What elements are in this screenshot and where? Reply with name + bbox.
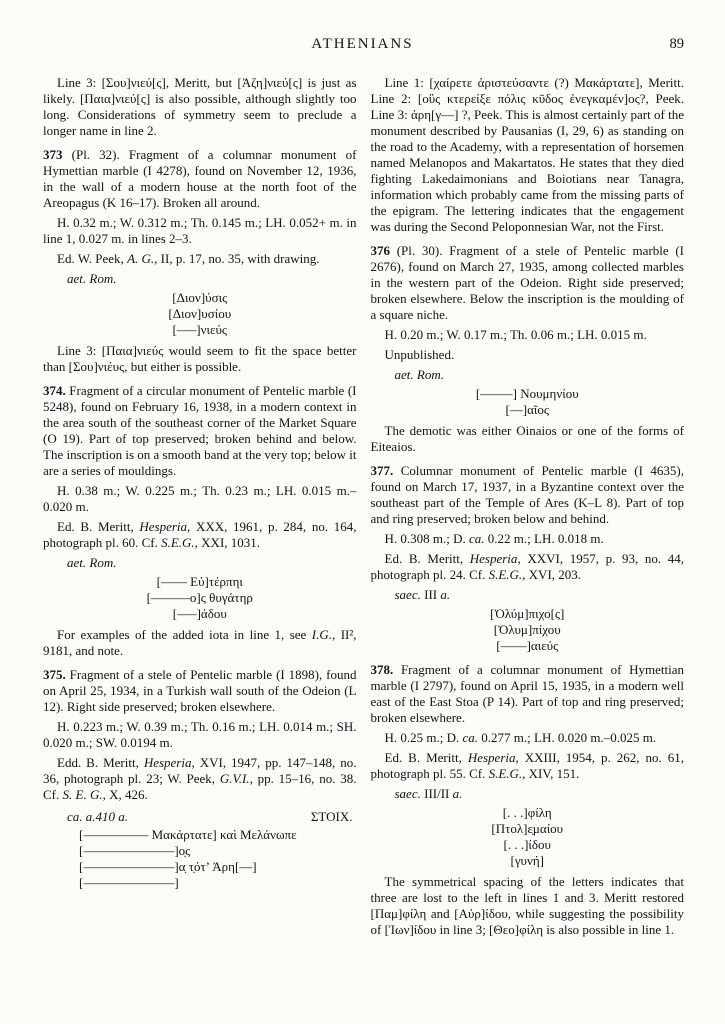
running-head: ATHENIANS [311,36,414,52]
two-column-layout [0,52,725,942]
catalog-entry-373: 373 (Pl. 32). Fragment of a columnar monument of Hymettian marble (I 4278), found on November 12, 1936, in the wall of a modern house at the north foot of the Areopagus (K 16–17). Broken all around. [43,147,357,210]
commentary-376: The demotic was either Oinaios or one of the forms of Eiteaios. [370,423,684,454]
inscription-line: [––]αῖος [505,402,550,417]
edition-377: Ed. B. Meritt, Hesperia, XXVI, 1957, p. 93, no. 44, photograph pl. 24. Cf. S.E.G., XVI, 203. [370,551,684,582]
inscription-line: [Πτολ]ε̣μαίου [491,821,564,836]
date-374: aet. Rom. [67,555,117,570]
inscription-line: [––––––––––––––] [79,875,179,890]
commentary-374: For examples of the added iota in line 1, see I.G., II², 9181, and note. [43,627,357,658]
catalog-entry-377: 377. Columnar monument of Pentelic marble (I 4635), found on March 17, 1937, in a Byzantine context over the southeast part of the Temple of Ares (K–L 8). Part of top and ring preserved; broken below and behind. [370,463,684,526]
date-373: aet. Rom. [67,271,117,286]
inscription-line: [––––]αιεύς [496,638,559,653]
inscription-line: [Ὀλυμ]πίχου [493,622,561,637]
publication-status-376: Unpublished. [384,347,455,362]
right-column [371,75,685,942]
paragraph-note: Line 3: [Σου]νιεύ[ς], Meritt, but [Ἀζη]νιεύ[ς] is just as likely. [Παια]νιεύ[ς] is also possible, although slightly too long. Considerations of symmetry seem to preclude a longer name in line 2. [43,75,357,138]
measurements-373: H. 0.32 m.; W. 0.312 m.; Th. 0.145 m.; LH. 0.052+ m. in line 1, 0.027 m. in lines 2–3. [43,215,357,246]
catalog-entry-374: 374. Fragment of a circular monument of Pentelic marble (I 5248), found on February 16, 1938, in a modern context in the area south of the southeast corner of the Market Square (O 19). Part of top preserved; broken behind and below. The inscription is on a smooth band at the very top; below it are a series of mouldings. [43,383,357,478]
page-header [0,0,725,52]
inscription-line: [––––––––––––––]α̣ τ̣ότ’ Ἀρη[––] [79,859,257,874]
measurements-374: H. 0.38 m.; W. 0.225 m.; Th. 0.23 m.; LH. 0.015 m.–0.020 m. [43,483,357,514]
inscription-line: [––––––ο]ς θυγάτηρ [146,590,253,605]
inscription-line: [γυνή] [510,853,544,868]
edition-375: Edd. B. Meritt, Hesperia, XVI, 1947, pp. 147–148, no. 36, photograph pl. 23; W. Peek, G.V.I., pp. 15–16, no. 38. Cf. S. E. G., X, 426. [43,755,357,802]
inscription-line: [–––––] Νουμηνίου [475,386,579,401]
date-378: saec. III/II a. [394,786,463,801]
inscription-375 [79,827,357,891]
inscription-373 [43,290,357,338]
measurements-376: H. 0.20 m.; W. 0.17 m.; Th. 0.06 m.; LH. 0.015 m. [384,327,647,342]
inscription-line: [Διον]υσίου [168,306,232,321]
inscription-line: [––––––––––––––]ο̣ς [79,843,191,858]
commentary-378: The symmetrical spacing of the letters indicates that three are lost to the left in lines 1 and 3. Meritt restored [Παμ]φίλη and [Αὐρ]ίδου, while suggesting the possibility of [Ἰων]ίδου in line 3; [Θεο]φίλη is also possible in line 1. [370,874,684,937]
inscription-377 [371,606,685,654]
inscription-line: [–––]άδου [172,606,227,621]
commentary-373: Line 3: [Παια]νιεύς would seem to fit the space better than [Σου]νιέυς, but either is possible. [43,343,357,374]
inscription-378 [371,805,685,869]
inscription-line: [. . .]ίδου [503,837,551,852]
edition-378: Ed. B. Meritt, Hesperia, XXIII, 1954, p. 262, no. 61, photograph pl. 55. Cf. S.E.G., XIV, 151. [370,750,684,781]
edition-373: Ed. W. Peek, A. G., II, p. 17, no. 35, with drawing. [57,251,320,266]
page-number: 89 [669,36,684,52]
date-stoich-line-375 [43,809,357,825]
stoich-label: ΣΤΟΙΧ. [310,809,353,824]
inscription-376 [371,386,685,418]
inscription-line: [Ὀλύμ]πιχο[ς] [490,606,565,621]
inscription-374 [43,574,357,622]
measurements-375: H. 0.223 m.; W. 0.39 m.; Th. 0.16 m.; LH. 0.014 m.; SH. 0.020 m.; SW. 0.0194 m. [43,719,357,750]
catalog-entry-378: 378. Fragment of a columnar monument of Hymettian marble (I 2797), found on April 15, 1935, in a modern well east of the East Stoa (P 14). Part of top and ring preserved; broken elsewhere. [370,662,684,725]
commentary-375-cont: Line 1: [χαίρετε ἀριστεύσαντε (?) Μακάρτατε], Meritt. Line 2: [οὓς κτερείξε πόλις κῦδος ἐνεγκαμέν]ος?, Peek. Line 3: ἀρη[γ––] ?, Peek. This is almost certainly part of the monument described by Pausanias (I, 29, 6) as standing on the road to the Academy, with a representation of horsemen named Melanopos and Makartatos. He states that they died fighting Lakedaimonians and Boiotians near Tanagra, information which probably came from the missing parts of the epigram. The lettering indicates that the engagement was during the Second Peloponnesian War, not the First. [370,75,684,234]
date-375: ca. a.410 a. [67,809,129,824]
inscription-line: [–––––––––– Μακάρτατε] καὶ Μελάνωπε [79,827,297,842]
catalog-entry-375: 375. Fragment of a stele of Pentelic marble (I 1898), found on April 25, 1934, in a Turkish wall south of the Odeion (L 12). Right side preserved; broken elsewhere. [43,667,357,714]
inscription-line: [–––]νιεύς [172,322,228,337]
date-377: saec. III a. [394,587,451,602]
inscription-line: [–––– Εὐ]τέρπηι [156,574,243,589]
left-column [43,75,357,942]
edition-374: Ed. B. Meritt, Hesperia, XXX, 1961, p. 284, no. 164, photograph pl. 60. Cf. S.E.G., XXI, 1031. [43,519,357,550]
measurements-377: H. 0.308 m.; D. ca. 0.22 m.; LH. 0.018 m. [384,531,604,546]
date-376: aet. Rom. [394,367,444,382]
inscription-line: [Διον]ύσις [172,290,228,305]
inscription-line: [. . .]φίλη [502,805,552,820]
catalog-entry-376: 376 (Pl. 30). Fragment of a stele of Pentelic marble (I 2676), found on March 27, 1935, among collected marbles in the western part of the Odeion. Right side preserved; broken elsewhere. Below the inscription is the moulding of a square niche. [370,243,684,322]
measurements-378: H. 0.25 m.; D. ca. 0.277 m.; LH. 0.020 m.–0.025 m. [384,730,657,745]
